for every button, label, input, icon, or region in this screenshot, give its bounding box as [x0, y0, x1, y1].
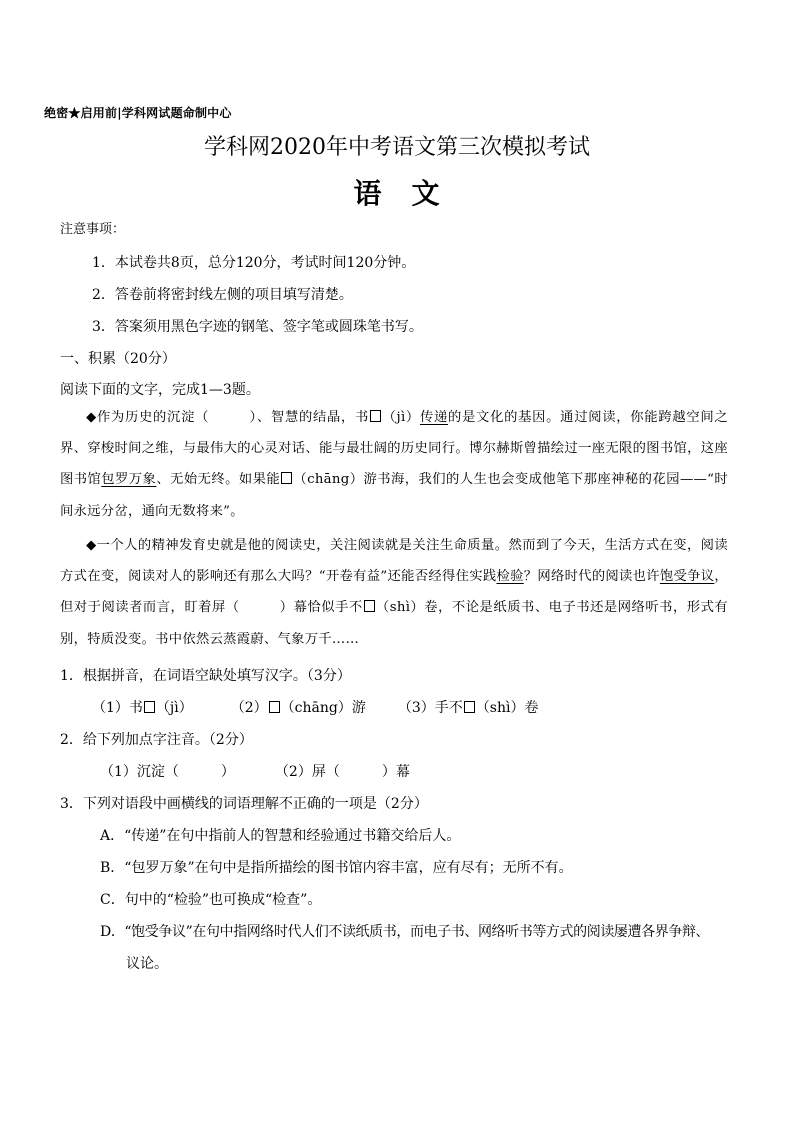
subject-title: 语 文: [353, 177, 441, 210]
q1-part-2: （2）: [230, 700, 268, 716]
notice-item-1: 1．本试卷共8页，总分120分，考试时间120分钟。: [92, 255, 416, 271]
underlined-word: 包罗万象: [101, 472, 157, 488]
section-title: 一、积累（20分）: [60, 351, 176, 367]
pinyin-hint: （jì）: [382, 410, 420, 425]
exam-title: 学科网2020年中考语文第三次模拟考试: [204, 135, 590, 160]
question-3-stem: 3．下列对语段中画横线的词语理解不正确的一项是（2分）: [60, 796, 428, 812]
q1-part-1: （1）书: [92, 700, 143, 716]
section-instruction: 阅读下面的文字，完成1—3题。: [60, 382, 260, 398]
option-a: A．“传递”在句中指前人的智慧和经验通过书籍交给后人。: [100, 828, 461, 844]
blank-box: [269, 701, 280, 713]
notice-item-2: 2．答卷前将密封线左侧的项目填写清楚。: [92, 287, 353, 303]
passage-2: [60, 530, 728, 655]
passage-2-text: ）幕恰似手不: [279, 600, 363, 616]
option-c: C．句中的“检验”也可换成“检查”。: [100, 892, 322, 908]
option-b: B．“包罗万象”在句中是指所描绘的图书馆内容丰富，应有尽有；无所不有。: [100, 860, 573, 876]
underlined-word: 检验: [496, 569, 524, 585]
passage-2-text: ◆一个人的精神发育史就是他的阅读史，关注阅读就是关注生命质量。然而到了今天，生活方式在变，阅读方式在变，阅读对人的影响还有那么大吗？“开卷有益”还能否经得住实践: [60, 538, 728, 585]
passage-1-text: 、无始无终。如果能: [156, 472, 281, 488]
passage-1: [60, 402, 728, 527]
passage-1-text: 的是文化的基因。通过阅读，你能跨越空间之界、穿梭时间之维，与最伟大的心灵对话、能与最壮阔的历史同行。博尔赫斯曾描绘过一座无限的图书馆，这座图书馆: [60, 410, 729, 488]
blank-box: [370, 410, 381, 422]
q2-part-1: （1）沉淀（: [100, 764, 179, 780]
question-2-stem: 2．给下列加点字注音。（2分）: [60, 732, 253, 748]
q1-part-3-pinyin: （shì）卷: [475, 700, 539, 716]
q1-part-3: （3）手不: [397, 700, 463, 716]
question-1-answers: [92, 697, 538, 717]
q2-part-1-close: ）: [220, 764, 235, 780]
blank-box: [281, 472, 292, 484]
q1-part-2-pinyin: （chāng）游: [280, 700, 366, 716]
blank-box: [144, 701, 155, 713]
q2-part-2: （2）屏（: [274, 764, 340, 780]
q2-part-2-close: ）幕: [381, 764, 410, 780]
confidential-label: 绝密★启用前|学科网试题命制中心: [44, 106, 232, 120]
passage-1-text: ◆作为历史的沉淀（: [86, 410, 210, 425]
question-1-stem: 1．根据拼音，在词语空缺处填写汉字。（3分）: [60, 668, 351, 684]
passage-2-text: （shì）卷，不论是纸质书、电子书还是网络听书，形式有别，特质没变。书中依然云蒸霞蔚、气象万千……: [60, 600, 728, 647]
option-d: D．“饱受争议”在句中指网络时代人们不读纸质书，而电子书、网络听书等方式的阅读屡遭各界争辩、: [100, 924, 710, 940]
passage-2-text: ？网络时代的阅读也许: [523, 569, 660, 585]
q1-part-1-pinyin: （jì）: [155, 700, 193, 716]
notice-item-3: 3．答案须用黑色字迹的钢笔、签字笔或圆珠笔书写。: [92, 319, 423, 335]
notice-heading: 注意事项：: [60, 222, 126, 237]
question-2-answers: [100, 761, 410, 781]
passage-2-text: ，但对于阅读者而言，盯着屏（: [60, 569, 729, 616]
blank-box: [464, 701, 475, 713]
underlined-word: 饱受争议: [659, 569, 715, 585]
underlined-word: 传递: [419, 410, 449, 425]
passage-1-text: （chāng）游书海，我们的人生也会变成他笔下那座神秘的花园——“时间永远分岔，通向无数将来”。: [60, 472, 729, 519]
blank-box: [364, 600, 375, 612]
option-d-continued: 议论。: [126, 956, 168, 972]
passage-1-text: ）、智慧的结晶，书: [249, 410, 370, 425]
